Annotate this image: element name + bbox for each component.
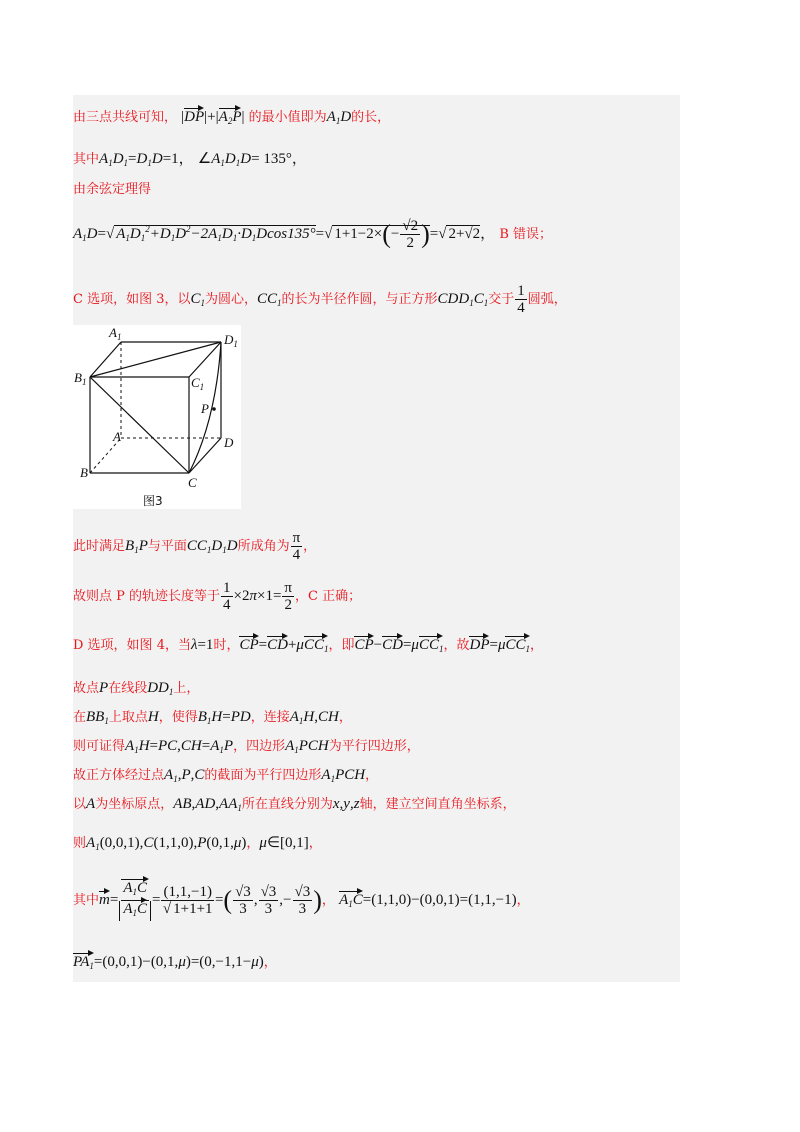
label-a: A [113, 429, 121, 444]
label-a1: $A_1$ [109, 325, 122, 342]
line-parallelogram: 则可证得$A_1H=PC,CH=A_1P$，四边形$A_1PCH$为平行四边形， [73, 738, 420, 755]
line-option-d: D 选项，如图 4，当λ=1时，CP=CD+μCC$_1$，即CP−CD=μCC$_1$，故DP=μCC$_1$， [73, 637, 544, 654]
line-p-on-segment: 故点P在线段$DD_1$上， [73, 680, 200, 697]
label-c1: $C_1$ [191, 375, 205, 392]
figure-cube [73, 325, 241, 509]
label-b: B [80, 465, 88, 480]
line-formula-a1d: $A_1D=√$ $A_1D_1^2+D_1D^2-2A_1D_1\cdot D_1Dcos135^\circ=√$ 1+1−2×(− $\frac{√2}{2}$ )=√ 2+√2， B 错误； [73, 218, 552, 251]
line-section: 故正方体经过点$A_1,P,C$的截面为平行四边形$A_1PCH$， [73, 767, 379, 784]
line-option-c: C 选项，如图 3，以$C_1$为圆心，$CC_1$的长为半径作圆，与正方形$CDD_1C_1$交于 $\frac{1}{4}$ 圆弧， [73, 283, 567, 316]
label-p: P [201, 401, 209, 416]
figure-caption: 图3 [143, 494, 163, 508]
line-point-h: 在$BB_1$上取点H，使得$B_1H=PD$，连接$A_1H,CH$， [73, 709, 352, 726]
line-collinear: 由三点共线可知， $|DP|+|A_2P|$ 的最小值即为$A_1D$的长， [73, 109, 391, 126]
label-d: D [224, 435, 234, 450]
line-coordinates: 以A为坐标原点，$AB,AD,AA_1$所在直线分别为x,y,z轴，建立空间直角坐标系， [73, 796, 516, 813]
label-d1: $D_1$ [224, 332, 238, 349]
cube-diagram [73, 325, 241, 509]
line-points: 则$A_1(0,0,1),C(1,1,0),P(0,1,\mu)$，μ∈[0,1]， [73, 835, 322, 852]
label-c: C [188, 475, 197, 490]
line-arc-length: 故则点 P 的轨迹长度等于 $\frac{1}{4}$ ×2π×1= $\frac{\pi}{2}$ ，C 正确； [73, 580, 362, 613]
line-unit-vector: 其中m= $\frac{A_1C}{A_1C}$ = $\frac{(1,1,-1)}{√ 1+1+1}$ =( $\frac{√3}{3}$ , $\frac{√3}{3}$ ,− $\frac{√3}{3}$ )， $A_1C=(1,1,0)-(0,0,1)=(1,1,-1)$， [73, 880, 530, 921]
line-pa1: $PA_1=(0,0,1)-(0,1,\mu)=(0,-1,1-\mu)$， [73, 954, 277, 971]
line-cosine-rule: 由余弦定理得 [73, 182, 152, 197]
label-b1: $B_1$ [74, 370, 87, 387]
line-given-lengths: 其中$A_1D_1=D_1D=1$， $\angle A_1D_1D= 135^\circ$， [73, 151, 307, 168]
line-angle: 此时满足$B_1P$与平面$CC_1D_1D$所成角为 $\frac{\pi}{4}$ ， [73, 530, 317, 563]
